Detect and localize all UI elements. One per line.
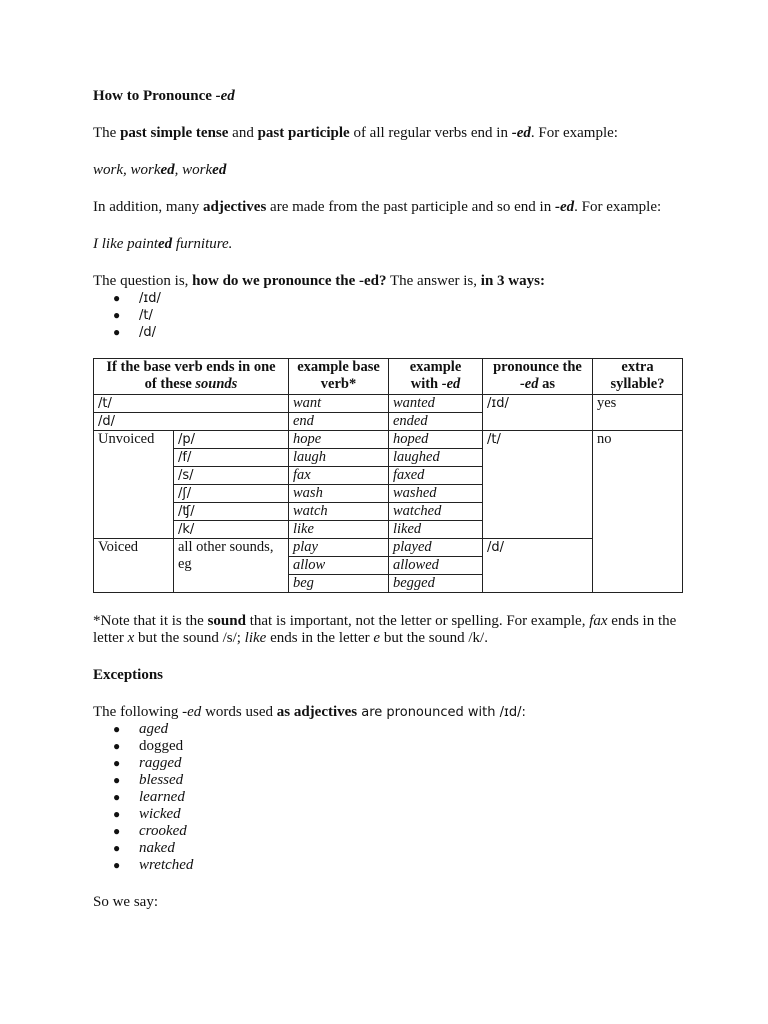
cell-base: like: [289, 521, 389, 539]
question-text: The answer is,: [386, 273, 481, 289]
header-text: -ed: [441, 376, 461, 392]
header-example-base: example base verb*: [289, 359, 389, 395]
cell-text: /t/: [487, 432, 501, 447]
cell-base: watch: [289, 503, 389, 521]
bullet-icon: ●: [113, 739, 121, 753]
header-text: If the base verb ends in one: [106, 359, 276, 375]
adjectives-paragraph: [93, 199, 683, 216]
intro-bold: -ed: [511, 125, 531, 141]
header-text: pronounce the: [493, 359, 582, 375]
note-text: but the sound /k/.: [380, 630, 488, 646]
intro-bold: past simple tense: [120, 125, 229, 141]
intro-text: and: [228, 125, 258, 141]
intro-text: of all regular verbs end in: [349, 125, 512, 141]
bullet-icon: ●: [113, 824, 121, 838]
example-bold: ed: [157, 236, 173, 252]
cell-sound: [174, 485, 289, 503]
exceptions-text: words used: [201, 704, 277, 720]
cell-sound: [94, 395, 289, 413]
title-text: How to Pronounce: [93, 88, 216, 104]
ways-list: [93, 290, 683, 341]
note-text: that is important, not the letter or spelling. For example,: [245, 613, 590, 629]
note-text: but the sound /s/;: [134, 630, 245, 646]
document-page: [93, 88, 683, 911]
title-suffix: -ed: [215, 88, 235, 104]
question-paragraph: [93, 273, 683, 290]
cell-text: /ʃ/: [178, 486, 192, 501]
example-work: [93, 162, 683, 179]
adjectives-text: In addition, many: [93, 199, 203, 215]
list-item: [93, 823, 683, 840]
list-item: [93, 738, 683, 755]
bullet-icon: ●: [113, 756, 121, 770]
cell-ed: played: [389, 539, 483, 557]
header-example-ed: [389, 359, 483, 395]
bullet-icon: ●: [113, 308, 121, 322]
header-text: example: [409, 359, 462, 375]
example-bold: ed: [160, 162, 175, 178]
cell-base: laugh: [289, 449, 389, 467]
cell-ed: faxed: [389, 467, 483, 485]
cell-sound: [94, 413, 289, 431]
note-italic: e: [373, 630, 381, 646]
bullet-icon: ●: [113, 291, 121, 305]
header-pronounce: [483, 359, 593, 395]
intro-bold: past participle: [257, 125, 350, 141]
cell-base: want: [289, 395, 389, 413]
bullet-icon: ●: [113, 790, 121, 804]
cell-sound: [174, 431, 289, 449]
note-text: *Note that it is the: [93, 613, 208, 629]
example-text: work, work: [93, 162, 161, 178]
cell-text: /d/: [98, 414, 116, 429]
cell-text: /p/: [178, 432, 196, 447]
exception-word: aged: [139, 721, 169, 737]
question-bold: in 3 ways:: [480, 273, 545, 289]
exception-word: ragged: [139, 755, 182, 771]
cell-text: /ʧ/: [178, 504, 195, 519]
note-paragraph: [93, 613, 683, 647]
way-text: /ɪd/: [139, 291, 161, 306]
exceptions-intro: [93, 704, 683, 721]
cell-ed: liked: [389, 521, 483, 539]
question-bold: how do we pronounce the -ed?: [192, 273, 387, 289]
pronunciation-table: [93, 358, 683, 593]
bullet-icon: ●: [113, 325, 121, 339]
cell-pronounce: [483, 395, 593, 431]
exceptions-list: [93, 721, 683, 874]
adjectives-text: . For example:: [574, 199, 662, 215]
header-text: of these: [144, 376, 196, 392]
cell-base: beg: [289, 575, 389, 593]
exception-word: dogged: [139, 738, 184, 754]
bullet-icon: ●: [113, 858, 121, 872]
header-text: as: [538, 376, 556, 392]
header-text: -ed: [519, 376, 539, 392]
intro-text: . For example:: [530, 125, 618, 141]
exceptions-bold: as adjectives: [276, 704, 358, 720]
cell-text: /t/: [98, 396, 112, 411]
header-text: with: [410, 376, 442, 392]
header-text: sounds: [195, 376, 238, 392]
cell-ed: watched: [389, 503, 483, 521]
exception-word: wretched: [139, 857, 194, 873]
cell-ed: washed: [389, 485, 483, 503]
table-row: [94, 431, 683, 449]
example-text: , work: [174, 162, 213, 178]
exceptions-text: The following: [93, 704, 183, 720]
cell-sound: [174, 503, 289, 521]
list-item: [93, 789, 683, 806]
cell-ed: laughed: [389, 449, 483, 467]
cell-ed: ended: [389, 413, 483, 431]
note-italic: fax: [589, 613, 608, 629]
cell-base: hope: [289, 431, 389, 449]
way-text: /d/: [139, 325, 157, 340]
cell-ed: allowed: [389, 557, 483, 575]
cell-unvoiced-label: Unvoiced: [94, 431, 174, 539]
example-text: I like paint: [93, 236, 158, 252]
list-item: [93, 721, 683, 738]
list-item: [93, 324, 683, 341]
bullet-icon: ●: [113, 773, 121, 787]
cell-extra: no: [593, 431, 683, 593]
note-text: ends in the letter: [266, 630, 374, 646]
adjectives-bold: -ed: [554, 199, 575, 215]
cell-voiced-label: Voiced: [94, 539, 174, 593]
cell-sound: [174, 449, 289, 467]
way-text: /t/: [139, 308, 153, 323]
adjectives-text: are made from the past participle and so end in: [266, 199, 555, 215]
table-header-row: [94, 359, 683, 395]
cell-ed: begged: [389, 575, 483, 593]
list-item: [93, 806, 683, 823]
cell-text: /k/: [178, 522, 195, 537]
table-row: [94, 395, 683, 413]
question-text: The question is,: [93, 273, 193, 289]
note-bold: sound: [207, 613, 246, 629]
exception-word: crooked: [139, 823, 187, 839]
cell-ed: wanted: [389, 395, 483, 413]
exceptions-text: are pronounced with /ɪd/:: [357, 705, 526, 720]
cell-pronounce: [483, 431, 593, 539]
exceptions-italic: -ed: [182, 704, 202, 720]
example-text: furniture.: [172, 236, 233, 252]
intro-text: The: [93, 125, 121, 141]
header-extra-syllable: extra syllable?: [593, 359, 683, 395]
cell-base: end: [289, 413, 389, 431]
cell-text: /d/: [487, 540, 505, 555]
example-furniture: [93, 236, 683, 253]
cell-extra: yes: [593, 395, 683, 431]
example-bold: ed: [212, 162, 227, 178]
header-base-verb-ends: [94, 359, 289, 395]
cell-text: /s/: [178, 468, 194, 483]
cell-base: play: [289, 539, 389, 557]
cell-base: wash: [289, 485, 389, 503]
intro-paragraph: [93, 125, 683, 142]
list-item: [93, 307, 683, 324]
bullet-icon: ●: [113, 841, 121, 855]
cell-sound: [174, 521, 289, 539]
note-italic: x: [127, 630, 135, 646]
exception-word: naked: [139, 840, 175, 856]
closing-text: So we say:: [93, 894, 158, 910]
list-item: [93, 772, 683, 789]
cell-sound: [174, 467, 289, 485]
cell-text: /ɪd/: [487, 396, 509, 411]
cell-text: /f/: [178, 450, 192, 465]
bullet-icon: ●: [113, 807, 121, 821]
exceptions-heading: Exceptions: [93, 667, 164, 683]
page-title: [93, 88, 683, 105]
list-item: [93, 755, 683, 772]
adjectives-bold: adjectives: [202, 199, 267, 215]
list-item: [93, 840, 683, 857]
note-italic: like: [244, 630, 267, 646]
cell-ed: hoped: [389, 431, 483, 449]
cell-base: allow: [289, 557, 389, 575]
note-text: ends in the letter: [93, 613, 677, 646]
exception-word: blessed: [139, 772, 184, 788]
exception-word: learned: [139, 789, 185, 805]
list-item: [93, 857, 683, 874]
bullet-icon: ●: [113, 722, 121, 736]
cell-sound: all other sounds, eg: [174, 539, 289, 593]
exception-word: wicked: [139, 806, 181, 822]
cell-base: fax: [289, 467, 389, 485]
list-item: [93, 290, 683, 307]
cell-pronounce: [483, 539, 593, 593]
